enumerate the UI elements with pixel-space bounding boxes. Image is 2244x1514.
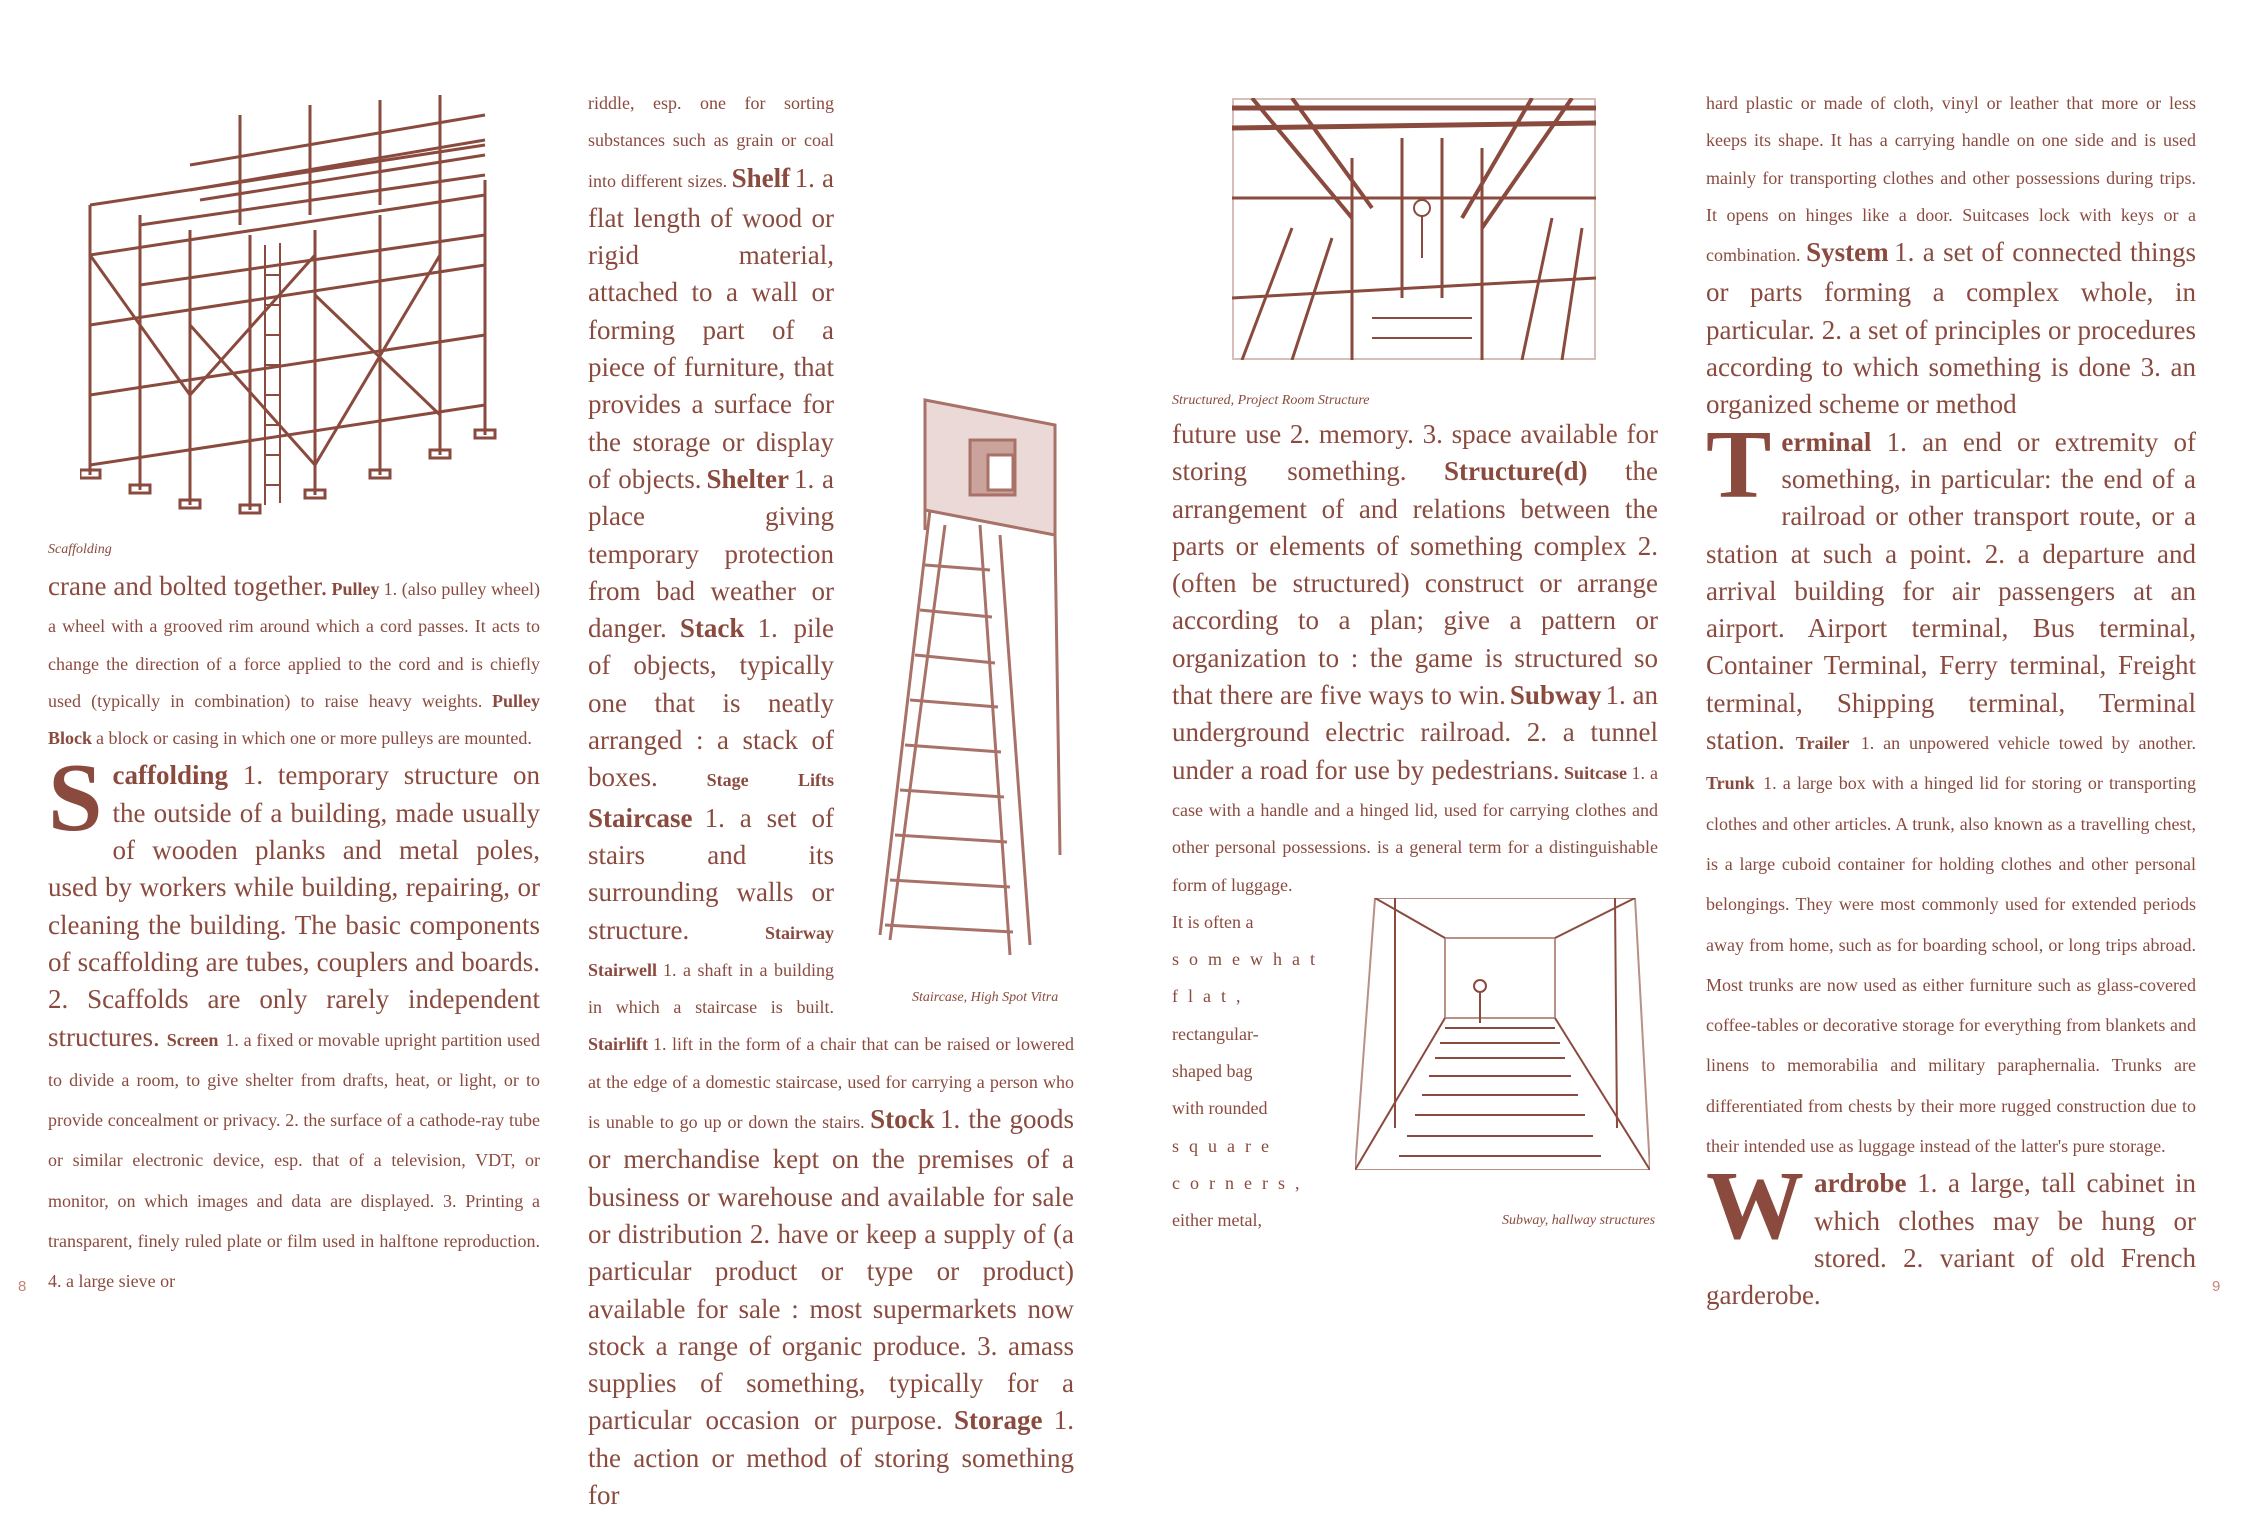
col3-line-2: somewhat: [1172, 949, 1325, 970]
term-staircase: Staircase: [588, 802, 693, 833]
column-3: [1172, 416, 1658, 1240]
def-terminal: 1. an end or extremity of something, in particular: the end of a railroad or other transport route, or a station at such a point. 2. a departure and arrival building for air passengers at an airport. Airport terminal, Bus terminal, Container Terminal, Ferry terminal, Freight terminal, Shipping terminal, Terminal station.: [1706, 426, 2196, 756]
term-wardrobe: ardrobe: [1814, 1168, 1907, 1199]
col3-line-7: square: [1172, 1135, 1279, 1156]
def-screen: 1. a fixed or movable upright partition used to divide a room, to give shelter from drafts, heat, or light, or to provide concealment or privacy. 2. the surface of a cathode-ray tube or similar electronic device, esp. that of a television, VDT, or monitor, on which images and data are displayed. 3. Printing a transparent, finely ruled plate or film used in halftone reproduction. 4. a large sieve or: [48, 1029, 541, 1292]
def-wardrobe: 1. a large, tall cabinet in which clothes may be hung or stored. 2. variant of old French garderobe.: [1706, 1168, 2197, 1311]
term-pulley: Pulley: [331, 579, 380, 599]
col3-line-1: It is often a: [1172, 911, 1254, 932]
col3-line-8: corners,: [1172, 1172, 1310, 1193]
column-1: [48, 568, 540, 1301]
staircase-caption: Staircase, High Spot Vitra: [912, 990, 1059, 1005]
term-stage-lifts: Stage Lifts: [706, 770, 834, 791]
def-subway: 1. an underground electric railroad. 2. a tunnel under a road for use by pedestrians.: [1172, 680, 1659, 785]
structure-caption: Structured, Project Room Structure: [1172, 393, 1370, 408]
page-number-left: 8: [18, 1278, 27, 1295]
term-stack: Stack: [679, 613, 745, 644]
def-stairlift: 1. lift in the form of a chair that can be raised or lowered at the edge of a domestic staircase, used for carrying a person who is unable to go up or down the stairs.: [588, 1034, 1074, 1133]
term-pulley-block: Pulley Block: [48, 690, 540, 749]
col1-text-a: crane and bolted together.: [48, 571, 328, 601]
structure-figure: [1232, 98, 1596, 360]
scaffolding-figure: [80, 95, 500, 525]
column-2: [588, 85, 1075, 1510]
term-screen: Screen: [166, 1029, 219, 1050]
def-trunk: 1. a large box with a hinged lid for storing or transporting clothes and other articles. A trunk, also known as a travelling chest, is a large cuboid container for holding clothes and other personal belongings. They were most commonly used for extended periods away from home, such as for boarding school, or long trips abroad. Most trunks are now used as either furniture such as glass-covered coffee-tables or decorative storage for everything from blankets and linens to memorabilia and military paraphernalia. Trunks are differentiated from chests by their more rugged construction due to their intended use as luggage instead of the latter's pure storage.: [1706, 773, 2197, 1157]
term-storage: Storage: [954, 1405, 1043, 1436]
term-suitcase: Suitcase: [1564, 762, 1628, 783]
column-4: [1706, 85, 2196, 1315]
dropcap-w: W: [1706, 1152, 1804, 1261]
term-stairway: Stairway Stairwell: [588, 922, 834, 980]
dropcap-s: S: [48, 744, 103, 853]
col2-text-a: riddle, esp. one for sorting substances such as grain or coal into different sizes.: [588, 93, 834, 191]
col3-text-a: future use 2. memory. 3. space available for storing something.: [1172, 419, 1658, 487]
def-pulley: 1. (also pulley wheel) a wheel with a grooved rim around which a cord passes. It acts to change the direction of a force applied to the cord and is chiefly used (typically in combination) to raise heavy weights.: [48, 579, 541, 711]
def-storage: 1. the action or method of storing something for: [588, 1405, 1075, 1510]
term-shelter: Shelter: [706, 463, 789, 494]
scaffolding-caption: Scaffolding: [48, 542, 112, 557]
term-trailer: Trailer: [1795, 733, 1850, 754]
col3-line-9: either metal,: [1172, 1210, 1262, 1231]
col3-line-6: with rounded: [1172, 1098, 1268, 1119]
page-number-right: 9: [2212, 1278, 2221, 1295]
def-shelf: 1. a flat length of wood or rigid material, attached to a wall or forming part of a piece of furniture, that provides a surface for the storage or display of objects.: [588, 162, 835, 494]
term-stock: Stock: [870, 1104, 935, 1135]
def-suitcase: 1. a case with a handle and a hinged lid, used for carrying clothes and other personal possessions. is a general term for a distinguishable form of luggage.: [1172, 762, 1659, 895]
term-system: System: [1806, 237, 1889, 268]
term-trunk: Trunk: [1706, 773, 1755, 794]
def-shelter: 1. a place giving temporary protection from bad weather or danger.: [588, 463, 834, 644]
term-structure: Structure(d): [1444, 456, 1588, 487]
scaffolding-illustration-icon: [80, 95, 500, 525]
col3-line-4: rectangular-: [1172, 1023, 1259, 1044]
def-stock: 1. the goods or merchandise kept on the premises of a business or warehouse and available for sale or distribution 2. have or keep a supply of (a particular product or type or product) available for sale : most supermarkets now stock a range of organic produce. 3. amass supplies of something, typically for a particular occasion or purpose.: [588, 1104, 1075, 1436]
def-staircase: 1. a set of stairs and its surrounding walls or structure.: [588, 802, 835, 945]
term-subway: Subway: [1509, 680, 1602, 711]
subway-caption: Subway, hallway structures: [1502, 1213, 1656, 1228]
def-stack: 1. pile of objects, typically one that is neatly arranged : a stack of boxes.: [588, 613, 835, 793]
def-structure: the arrangement of and relations between the parts or elements of something complex 2. (often be structured) construct or arrange according to a plan; give a pattern or organization to : the game is structured so that there are five ways to win.: [1172, 456, 1659, 711]
def-system: 1. a set of connected things or parts forming a complex whole, in particular. 2. a set of principles or procedures according to which something is done 3. an organized scheme or method: [1706, 237, 2197, 420]
def-scaffolding: 1. temporary structure on the outside of a building, made usually of wooden planks and metal poles, used by workers while building, repairing, or cleaning the building. The basic components of scaffolding are tubes, couplers and boards. 2. Scaffolds are only rarely independent structures.: [48, 760, 540, 1052]
structure-illustration-icon: [1232, 98, 1596, 360]
col3-line-3: flat,: [1172, 986, 1251, 1007]
def-stairwell: 1. a shaft in a building in which a staircase is built.: [588, 959, 835, 1018]
col4-text-a: hard plastic or made of cloth, vinyl or leather that more or less keeps its shape. It has a carrying handle on one side and is used mainly for transporting clothes and other possessions during trips. It opens on hinges like a door. Suitcases lock with keys or a combination.: [1706, 93, 2196, 266]
col3-line-5: shaped bag: [1172, 1061, 1253, 1082]
def-pulley-block: a block or casing in which one or more pulleys are mounted.: [96, 728, 532, 749]
term-terminal: erminal: [1781, 426, 1872, 457]
term-scaffolding: caffolding: [112, 760, 229, 791]
def-trailer: 1. an unpowered vehicle towed by another.: [1860, 733, 2197, 754]
term-shelf: Shelf: [731, 162, 791, 193]
dropcap-t: T: [1706, 410, 1772, 519]
term-stairlift: Stairlift: [588, 1034, 648, 1055]
